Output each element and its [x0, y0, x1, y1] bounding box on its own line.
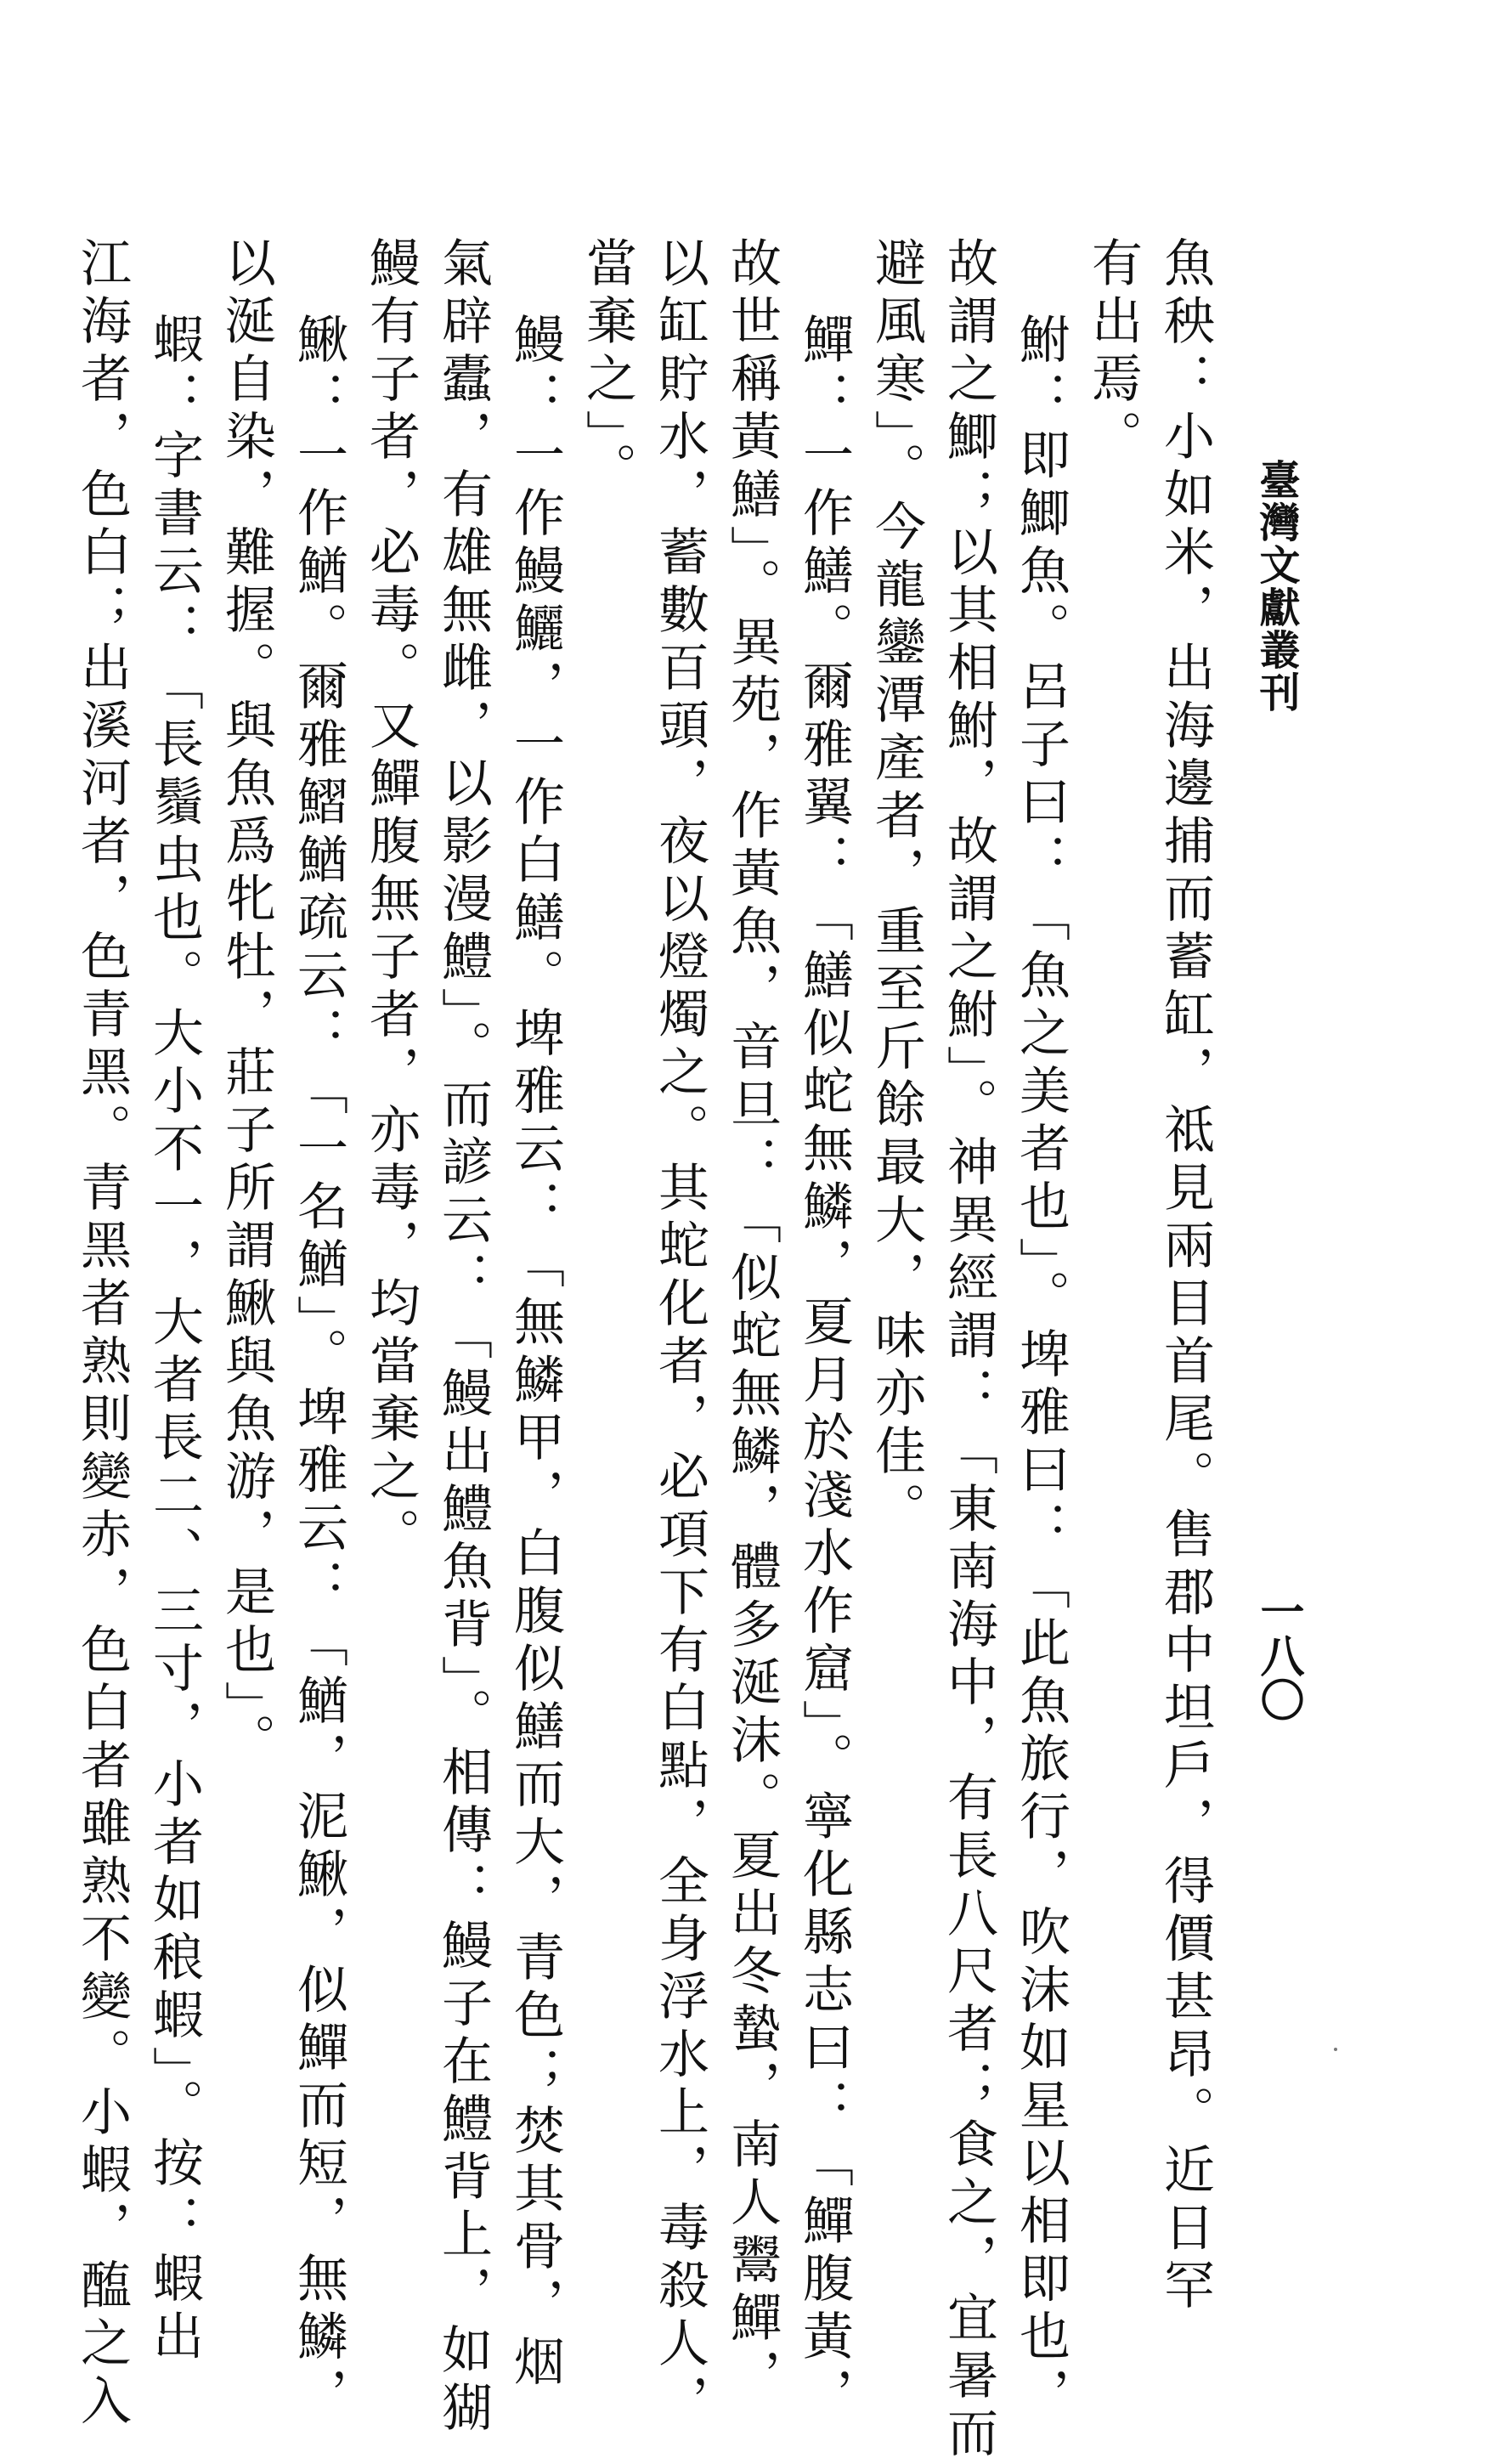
- text-line-12: 鰻有子者，必毒。又鱓腹無子者，亦毒，均當棄之。: [361, 236, 421, 1565]
- text-line-16: 江海者，色白；出溪河者，色青黑。青黑者熟則變赤，色白者雖熟不變。小蝦，醢之入: [72, 236, 132, 2432]
- text-line-9: 當棄之」。: [578, 236, 637, 500]
- text-line-8: 以缸貯水，蓄數百頭，夜以燈燭之。其蛇化者，必項下有白點，全身浮水上，毒殺人，: [650, 236, 709, 2432]
- text-line-14: 以涎自染，難握。與魚爲牝牡，莊子所謂鰍與魚游，是也」。: [217, 236, 276, 1771]
- scan-speck: [1334, 2048, 1337, 2051]
- page-number: 一八〇: [1252, 1589, 1304, 1721]
- text-line-13: 鰍：一作鰌。爾雅鰼鰌疏云：「一名鰌」。埤雅云：「鰌，泥鰍，似鱓而短，無鱗，: [289, 313, 348, 2425]
- text-line-5: 避風寒」。今龍鑾潭產者，重至斤餘最大，味亦佳。: [867, 236, 926, 1540]
- text-line-7: 故世稱黃鱔」。異苑，作黃魚，音旦：「似蛇無鱗，體多涎沫。夏出冬蟄，南人鬻鱓，: [722, 236, 782, 2406]
- text-line-1: 魚秧：小如米，出海邊捕而蓄缸，祗見兩目首尾。售郡中坦戶，得價甚昂。近日罕: [1155, 236, 1215, 2316]
- text-line-15: 蝦：字書云：「長鬚虫也。大小不一，大者長二、三寸，小者如稂蝦」。按：蝦出: [144, 313, 204, 2367]
- text-line-2: 有出焉。: [1083, 236, 1143, 467]
- text-line-11: 氣辟蠹，有雄無雌，以影漫鱧」。而諺云：「鰻出鱧魚背」。相傳：鰻子在鱧背上，如猢: [433, 236, 493, 2439]
- text-line-10: 鰻：一作鰻鱺，一作白鱔。埤雅云：「無鱗甲，白腹似鱔而大，青色；焚其骨，烟: [506, 313, 565, 2393]
- text-line-4: 故謂之鯽；以其相鮒，故謂之鮒」。神異經謂：「東南海中，有長八尺者；食之，宜暑而: [939, 236, 998, 2464]
- book-series-title: 臺灣文獻叢刊: [1252, 459, 1300, 714]
- text-line-6: 鱓：一作鱔。爾雅翼：「鱔似蛇無鱗，夏月於淺水作窟」。寧化縣志曰：「鱓腹黃，: [794, 313, 854, 2425]
- vertical-text-body: [72, 236, 1221, 2464]
- text-line-3: 鮒：即鯽魚。呂子曰：「魚之美者也」。埤雅曰：「此魚旅行，吹沫如星以相即也，: [1011, 313, 1070, 2425]
